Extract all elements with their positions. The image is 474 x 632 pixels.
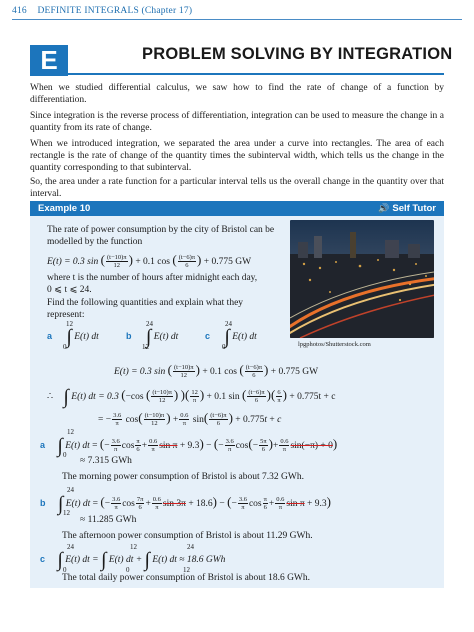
find-line-1: Find the following quantities and explain what they (47, 298, 244, 308)
example-intro-1: The rate of power consumption by the city of Bristol can be (47, 225, 275, 235)
paragraph-1: When we studied differential calculus, we saw how to find the rate of change of a function by differentiation. (30, 83, 444, 105)
solution-line-3: = − $\frac{3.6}{\pi}$ cos( $\frac{(t-10)\pi}{12}$ ) + $\frac{0.6}{\pi}$ sin( $\frac{(t-6)\pi}{6}$ ) + 0.775t + c (98, 410, 282, 428)
solution-b-text: The afternoon power consumption of Bristol is about 11.29 GWh. (62, 531, 313, 541)
section-rule (68, 73, 444, 75)
self-tutor-button[interactable] (378, 201, 436, 216)
sol-b-upper: 24 (67, 486, 74, 494)
solution-b-approx: ≈ 11.285 GWh (80, 515, 137, 525)
sol-c-upper-2: 12 (130, 543, 137, 551)
paragraph-3: When we introduced integration, we separated the area under a curve into rectangles. The area of each rectangle is the rate of change of the quantity times the subinterval width, which tells us the change in the quantity corresponding to that subinterval. (30, 139, 444, 173)
part-a: a ∫ E(t) dt (47, 325, 99, 348)
part-b: b ∫ E(t) dt (126, 325, 179, 348)
sol-c-lower-1: 0 (63, 566, 67, 574)
paragraph-4: So, the area under a rate function for a particular interval tells us the overall change in the quantity over that interval. (30, 177, 444, 199)
model-mid: + 0.1 cos (135, 257, 170, 267)
solution-a: a ∫ E(t) dt = (− $\frac{3.6}{\pi}$ cos $\frac{\pi}{6}$ + $\frac{0.6}{\pi}$ sin π + 9.3) − (− $\frac{3.6}{\pi}$ cos(− $\frac{5\pi}{6}$ )+ $\frac{0.6}{\pi}$ sin(−π) + 0) (40, 434, 338, 457)
solution-c-text: The total daily power consumption of Bristol is about 18.6 GWh. (62, 573, 311, 583)
part-c-upper: 24 (225, 320, 232, 328)
chapter-title: DEFINITE INTEGRALS (Chapter 17) (37, 6, 193, 16)
sol-a-upper: 12 (67, 428, 74, 436)
header-rule (12, 19, 462, 20)
where-line-2: 0 ⩽ t ⩽ 24. (47, 285, 92, 295)
solution-c: c ∫ E(t) dt = ∫ E(t) dt + ∫ E(t) dt ≈ 18.6 GWh (40, 548, 226, 571)
solution-line-1: E(t) = 0.3 sin ( $\frac{(t-10)\pi}{12}$ ) + 0.1 cos ( $\frac{(t-6)\pi}{6}$ ) + 0.775 GW (114, 362, 319, 380)
model-prefix: E(t) = 0.3 sin (47, 257, 99, 267)
part-b-lower: 12 (142, 343, 149, 351)
model-frac-a: $\frac{(t-10)\pi}{12}$ (107, 254, 127, 270)
solution-a-text: The morning power consumption of Bristol is about 7.32 GWh. (62, 472, 304, 482)
sol-b-lower: 12 (63, 509, 70, 517)
city-photo-icon (290, 220, 434, 338)
model-suffix: + 0.775 GW (203, 257, 252, 267)
example-bar (30, 201, 444, 216)
paragraph-2: Since integration is the reverse process of differentiation, integration can be used to measure the change in a quantity from its rate of change. (30, 111, 444, 133)
running-header (12, 6, 192, 16)
sol-c-lower-2: 0 (126, 566, 130, 574)
part-c: c ∫ E(t) dt (205, 325, 257, 348)
example-intro-2: modelled by the function (47, 237, 143, 247)
part-c-lower: 0 (222, 343, 226, 351)
where-line-1: where t is the number of hours after midnight each day, (47, 273, 258, 283)
sol-c-upper-1: 24 (67, 543, 74, 551)
solution-b: b ∫ E(t) dt = (− $\frac{3.6}{\pi}$ cos $\frac{7\pi}{6}$ + $\frac{0.6}{\pi}$ sin 3π + 18.6) − (− $\frac{3.6}{\pi}$ cos $\frac{\pi}{6}$ + $\frac{0.6}{\pi}$ sin π + 9.3) (40, 492, 331, 515)
section-title: PROBLEM SOLVING BY INTEGRATION (142, 45, 453, 63)
solution-a-approx: ≈ 7.315 GWh (80, 456, 132, 466)
sol-c-lower-3: 12 (183, 566, 190, 574)
example-label: Example 10 (38, 203, 91, 214)
solution-line-2: ∴ ∫ E(t) dt = 0.3 (−cos ( $\frac{(t-10)\pi}{12}$ ) )( $\frac{12}{\pi}$ ) + 0.1 sin ( $\frac{(t-6)\pi}{6}$ )( $\frac{6}{\pi}$ ) + 0.775t + c (47, 385, 336, 408)
model-equation: E(t) = 0.3 sin ( $\frac{(t-10)\pi}{12}$ ) + 0.1 cos ( $\frac{(t-6)\pi}{6}$ ) + 0.775 GW (47, 252, 252, 270)
part-a-lower: 0 (63, 343, 67, 351)
part-b-upper: 24 (146, 320, 153, 328)
model-frac-b: $\frac{(t-6)\pi}{6}$ (178, 254, 196, 270)
part-a-upper: 12 (66, 320, 73, 328)
sol-c-upper-3: 24 (187, 543, 194, 551)
photo-credit: lpgphotos/Shutterstock.com (298, 341, 371, 348)
sol-a-lower: 0 (63, 451, 67, 459)
self-tutor-label: Self Tutor (392, 203, 436, 214)
find-line-2: represent: (47, 310, 85, 320)
bristol-night-photo (290, 220, 434, 338)
speaker-icon: 🔊 (378, 203, 390, 213)
section-letter: E (30, 45, 68, 76)
page-number: 416 (12, 6, 27, 16)
